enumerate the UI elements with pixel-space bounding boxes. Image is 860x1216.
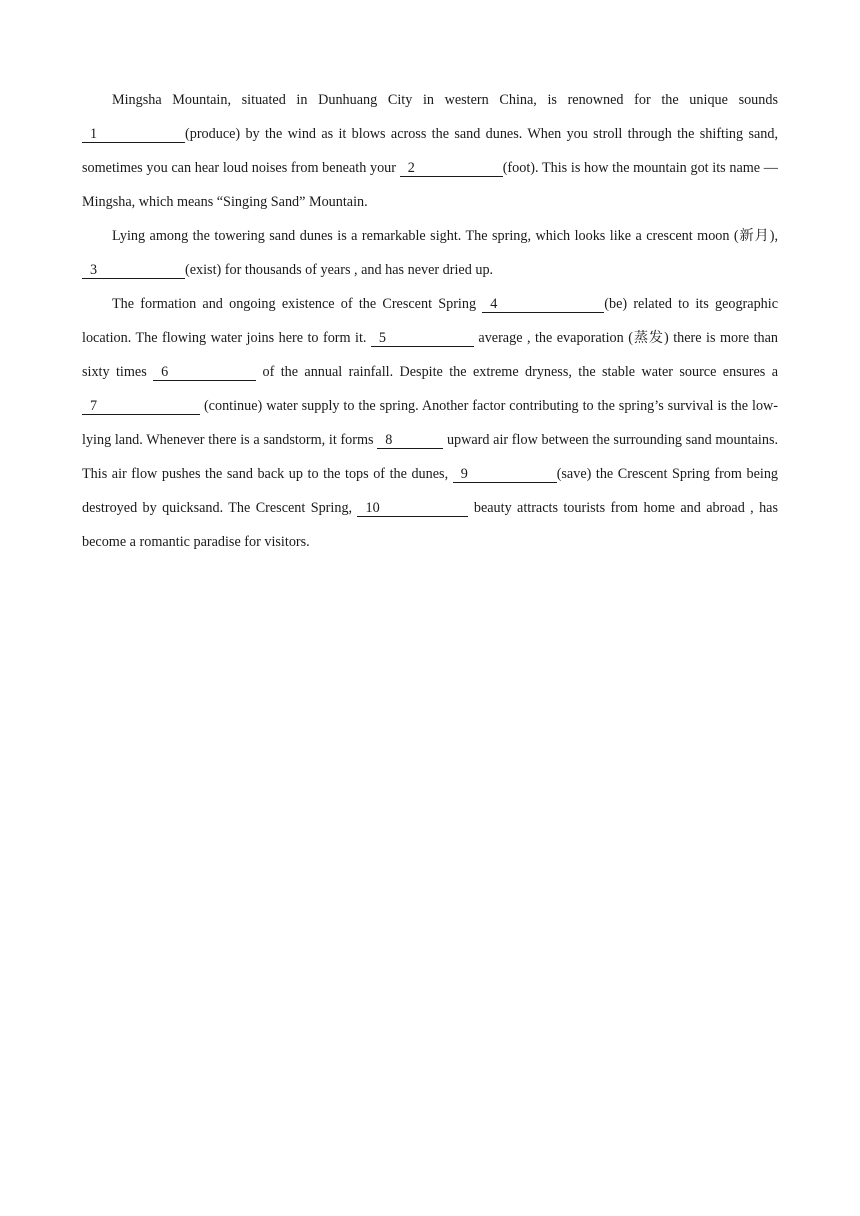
paragraph-2 — [82, 219, 778, 287]
blank-8: 8 — [377, 433, 443, 449]
paragraph-3-text-2: (be) related to its geographic location. The flowing water joins here to form it. — [82, 296, 779, 346]
blank-6: 6 — [153, 365, 256, 381]
blank-5: 5 — [371, 331, 474, 347]
blank-9: 9 — [453, 467, 557, 483]
paragraph-2-text-1: Lying among the towering sand dunes is a remarkable sight. The spring, which looks like a crescent moon (新月), — [112, 228, 778, 244]
paragraph-3-text-8: beauty attracts tourists from home and abroad , has become a romantic paradise for visitors. — [82, 500, 779, 550]
paragraph-1-text-2: (produce) by the wind as it blows across the sand dunes. When you stroll through the shifting sand, sometimes you can hear loud noises from beneath your — [82, 126, 778, 176]
blank-4: 4 — [482, 297, 604, 313]
blank-1: 1 — [82, 127, 185, 143]
paragraph-1 — [82, 83, 778, 219]
blank-7: 7 — [82, 399, 200, 415]
blank-10: 10 — [357, 501, 468, 517]
paragraph-3-text-1: The formation and ongoing existence of the Crescent Spring — [112, 296, 477, 312]
blank-2: 2 — [400, 161, 503, 177]
paragraph-3-text-6: upward air flow between the surrounding sand mountains. This air flow pushes the sand back up to the tops of the dunes, — [82, 432, 779, 482]
paragraph-3 — [82, 287, 778, 559]
paragraph-1-text-1: Mingsha Mountain, situated in Dunhuang City in western China, is renowned for the unique sounds — [112, 92, 778, 108]
paragraph-3-text-4: of the annual rainfall. Despite the extreme dryness, the stable water source ensures a — [262, 364, 778, 380]
paragraph-1-text-3: (foot). This is how the mountain got its name — Mingsha, which means “Singing Sand” Mountain. — [82, 160, 778, 210]
paragraph-3-text-5: (continue) water supply to the spring. Another factor contributing to the spring’s survival is the low-lying land. Whenever there is a sandstorm, it forms — [82, 398, 779, 448]
passage — [82, 83, 778, 559]
blank-3: 3 — [82, 263, 185, 279]
paragraph-2-text-2: (exist) for thousands of years , and has never dried up. — [185, 262, 494, 278]
paragraph-3-text-7: (save) the Crescent Spring from being destroyed by quicksand. The Crescent Spring, — [82, 466, 779, 516]
paragraph-3-text-3: average , the evaporation (蒸发) there is more than sixty times — [82, 330, 779, 380]
